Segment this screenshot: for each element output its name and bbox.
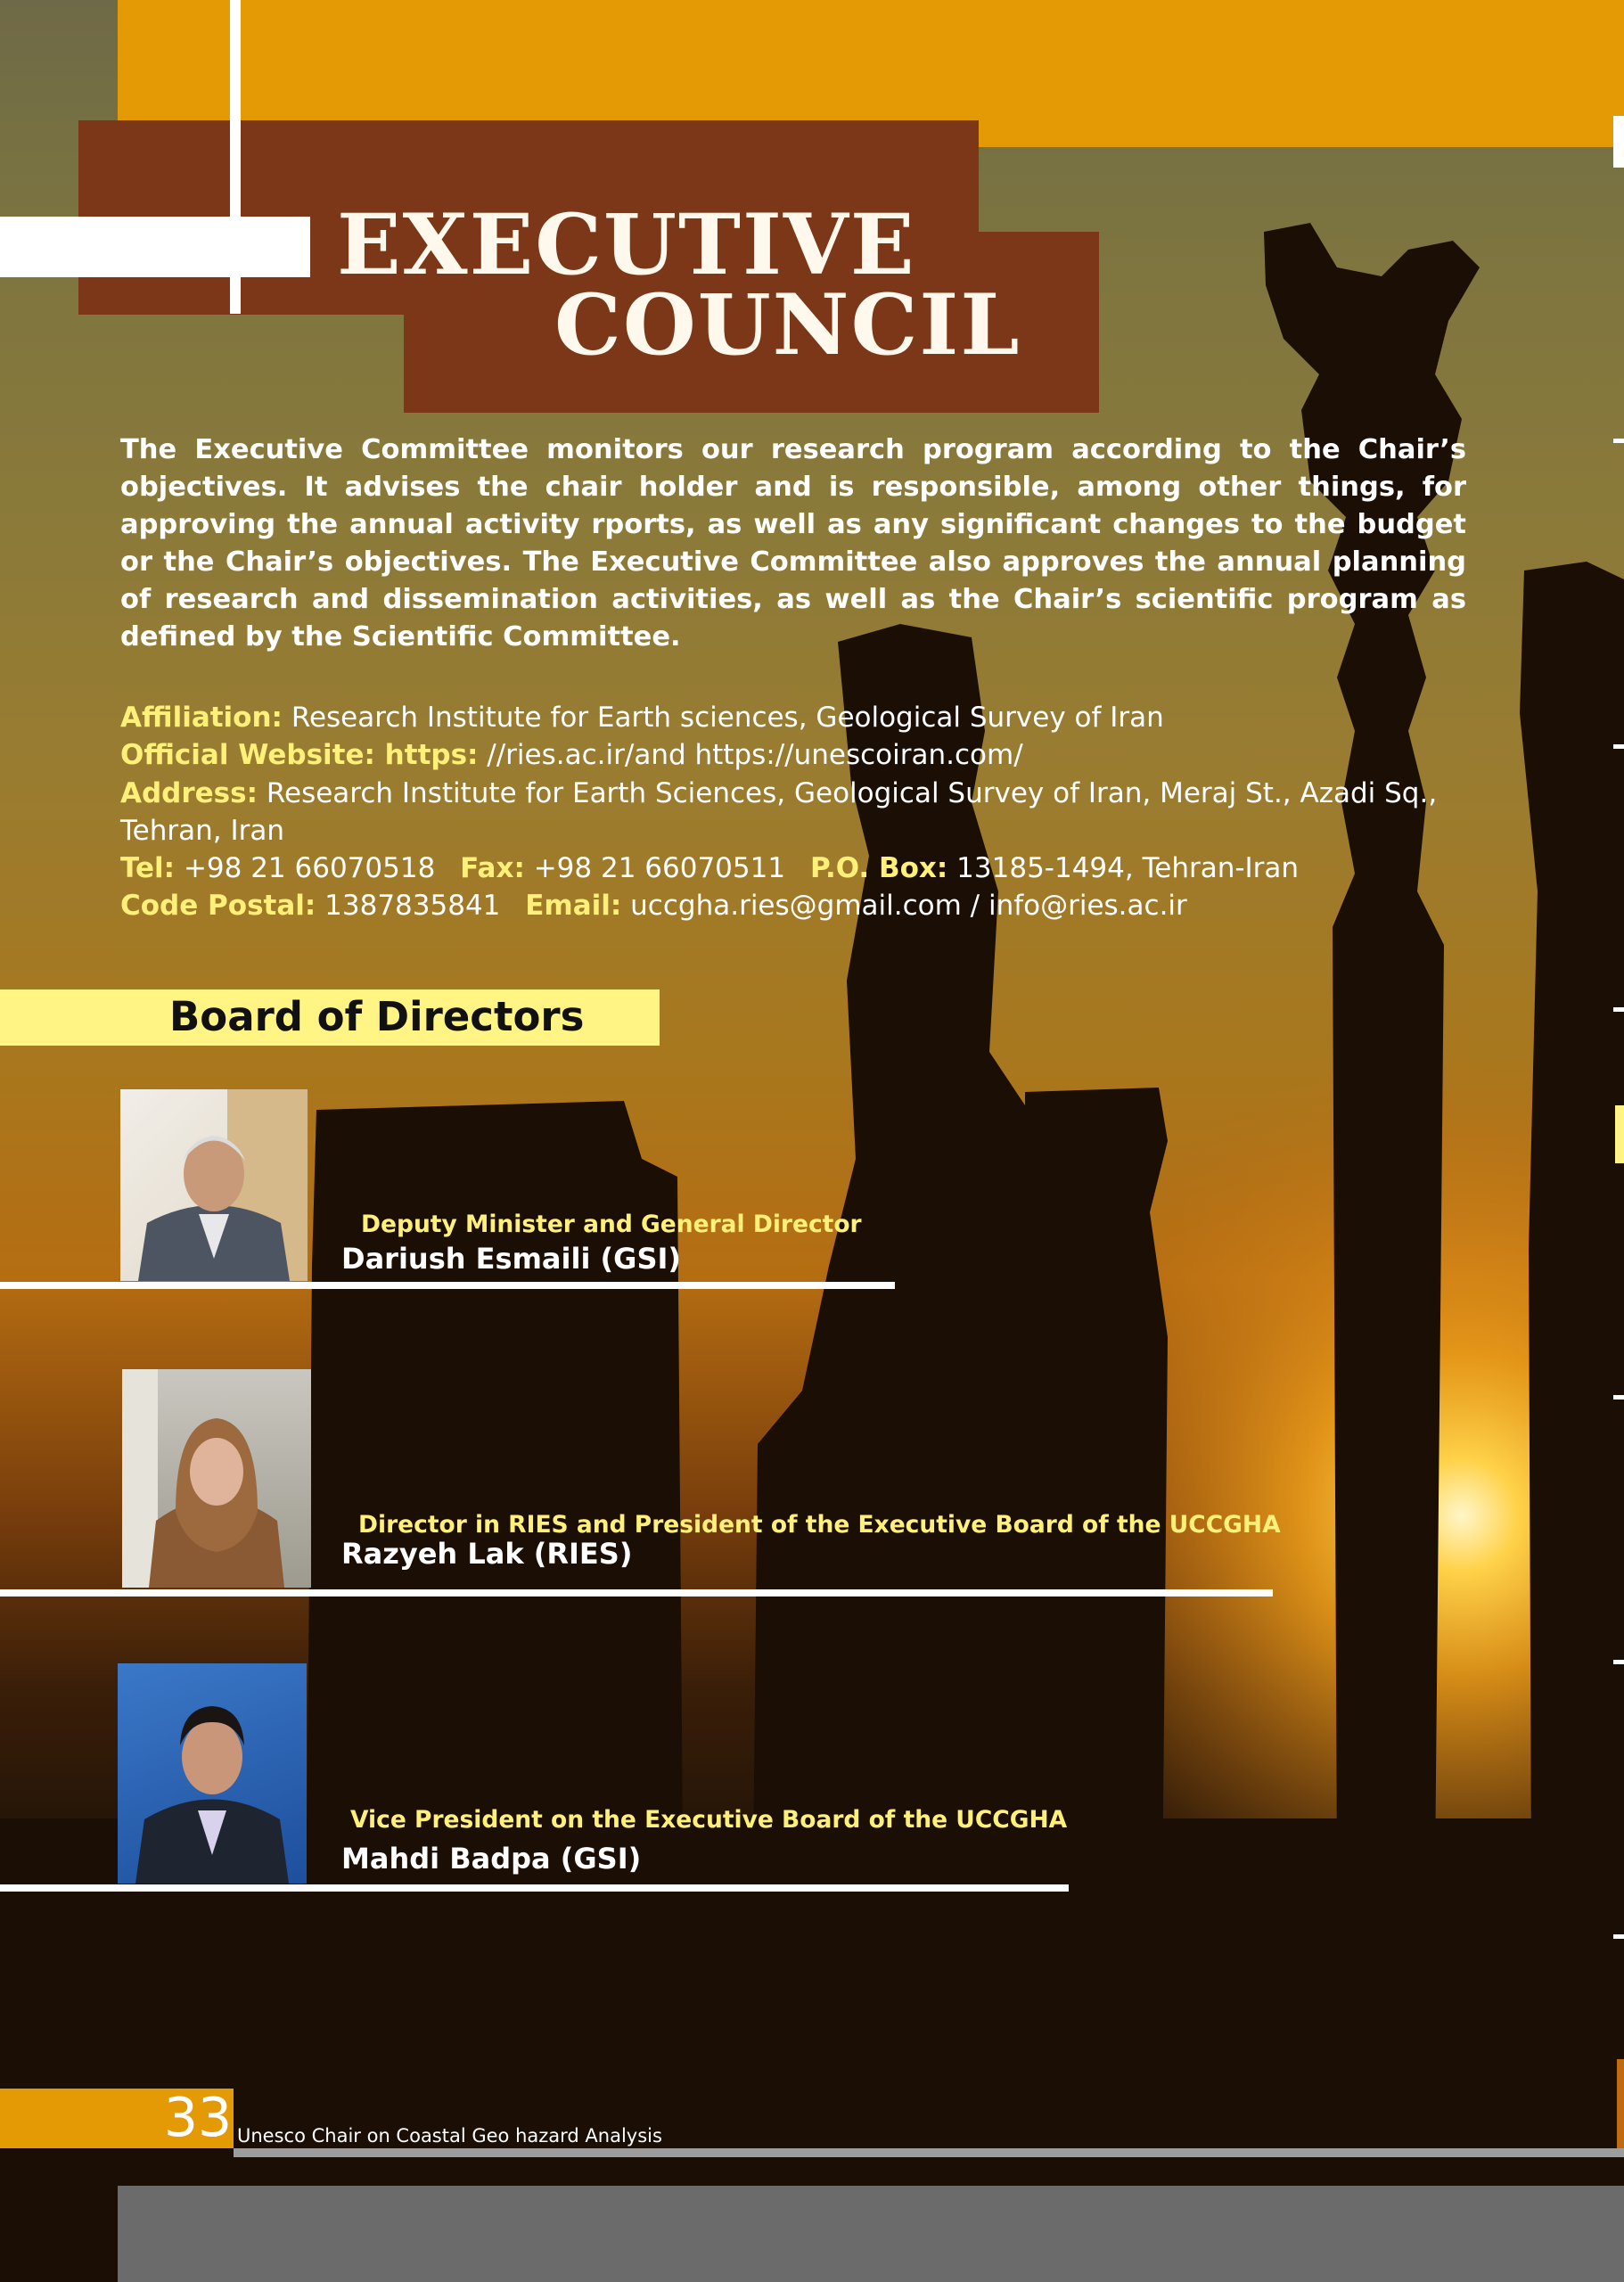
affiliation-value: Research Institute for Earth sciences, Geological Survey of Iran [291,702,1164,734]
fax-value: +98 21 66070511 [533,852,786,884]
member-2-role: Director in RIES and President of the Executive Board of the UCCGHA [358,1511,1281,1539]
website-label: Official Website: https: [120,739,479,771]
member-3-role: Vice President on the Executive Board of the UCCGHA [350,1806,1068,1834]
member-3-photo [118,1663,307,1884]
member-1-divider [0,1282,895,1289]
pobox-value: 13185-1494, Tehran-Iran [956,852,1300,884]
member-2-divider [0,1589,1273,1597]
pobox-label: P.O. Box: [809,852,948,884]
address-line [120,775,1437,812]
edge-mark-orange [1617,2059,1624,2148]
member-3-name: Mahdi Badpa (GSI) [341,1842,642,1876]
member-2-name: Razyeh Lak (RIES) [341,1537,633,1571]
address-line-2 [120,812,284,850]
affiliation-label: Affiliation: [120,702,283,734]
member-1-photo [120,1089,308,1281]
email-label: Email: [525,890,622,922]
website-line [120,736,1023,774]
postal-value: 1387835841 [324,890,501,922]
white-accent-bar [0,217,310,277]
address-value: Research Institute for Earth Sciences, Geological Survey of Iran, Meraj St., Azadi Sq., [266,777,1438,809]
page-title-line1: EXECUTIVE [337,196,916,294]
portrait-photo-woman-hijab-icon [122,1369,311,1588]
postal-label: Code Postal: [120,890,316,922]
email-value[interactable]: uccgha.ries@gmail.com / info@ries.ac.ir [630,890,1187,922]
phone-line [120,850,1299,887]
white-accent-line [230,0,241,314]
page-title-line2: COUNCIL [554,276,1021,374]
page-number: 33 [163,2087,233,2149]
edge-tick [1613,1934,1624,1939]
website-value[interactable]: //ries.ac.ir/and https://unescoiran.com/ [487,739,1023,771]
affiliation-line [120,699,1164,736]
address-label: Address: [120,777,258,809]
edge-mark-yellow [1615,1105,1624,1163]
member-3-divider [0,1884,1069,1892]
bottom-gray-band [118,2186,1624,2282]
tel-value: +98 21 66070518 [183,852,436,884]
postal-email-line [120,887,1187,924]
member-1-role: Deputy Minister and General Director [361,1211,862,1238]
member-1-name: Dariush Esmaili (GSI) [341,1242,682,1276]
address-value-2: Tehran, Iran [120,815,285,847]
footer-text: Unesco Chair on Coastal Geo hazard Analysis [237,2125,662,2147]
portrait-photo-man-blue-background-icon [118,1663,307,1884]
footer-rule [234,2148,1624,2157]
fax-label: Fax: [460,852,525,884]
tel-label: Tel: [120,852,176,884]
board-heading: Board of Directors [169,993,585,1040]
edge-mark [1613,116,1624,168]
member-2-photo [122,1369,311,1588]
edge-tick [1613,1660,1624,1664]
edge-tick [1613,744,1624,749]
portrait-photo-man-gray-hair-icon [120,1089,308,1281]
intro-paragraph: The Executive Committee monitors our research program according to the Chair’s objectives. It advises the chair holder and is responsible, among other things, for approving the annual activity rports, as well as any significant changes to the budget or the Chair’s objectives. The Executive Committee also approves the annual planning of research and dissemination activities, as well as the Chair’s scientific program as defined by the Scientific Committee. [120,434,1466,653]
edge-tick [1613,439,1624,443]
edge-tick [1613,1395,1624,1400]
edge-tick [1613,1007,1624,1012]
